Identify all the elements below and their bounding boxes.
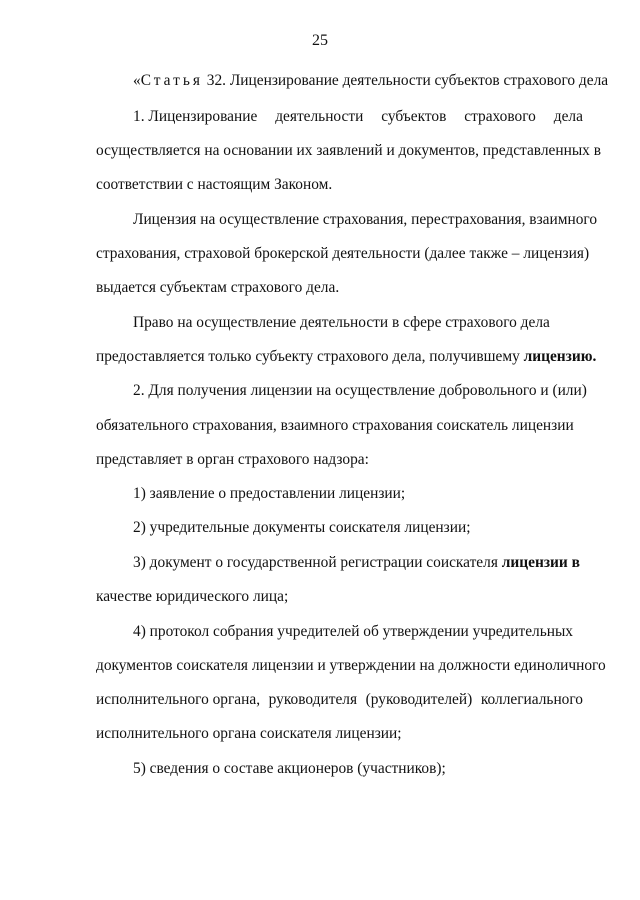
- p1-line1: [133, 107, 583, 127]
- list-item-3-line2: качестве юридического лица;: [96, 588, 289, 605]
- list-item-3-line1: [133, 553, 580, 573]
- article-spaced-word: Статья: [140, 72, 203, 89]
- article-heading: [133, 71, 608, 91]
- p4-line1: 2. Для получения лицензии на осуществление добровольного и (или): [133, 382, 587, 399]
- p3-line2-bold: лицензию.: [523, 348, 597, 365]
- p4-line2: обязательного страхования, взаимного страхования соискатель лицензии: [96, 417, 574, 434]
- item4-word: коллегиального: [480, 691, 583, 708]
- page-number: 25: [312, 32, 328, 49]
- p1-word: субъектов: [381, 108, 447, 125]
- p1-word: 1. Лицензирование: [133, 108, 258, 125]
- article-title: 32. Лицензирование деятельности субъектов страхового дела: [202, 72, 609, 89]
- list-item-4-line2: документов соискателя лицензии и утверждении на должности единоличного: [96, 657, 606, 674]
- p2-line1: Лицензия на осуществление страхования, перестрахования, взаимного: [133, 211, 598, 228]
- p1-line2: осуществляется на основании их заявлений и документов, представленных в: [96, 142, 601, 159]
- item3-bold: лицензии в: [501, 554, 580, 571]
- item4-word: (руководителей): [365, 691, 473, 708]
- list-item-2: 2) учредительные документы соискателя лицензии;: [133, 519, 471, 536]
- list-item-4-line4: исполнительного органа соискателя лицензии;: [96, 725, 402, 742]
- list-item-5: 5) сведения о составе акционеров (участников);: [133, 760, 446, 777]
- p2-line3: выдается субъектам страхового дела.: [96, 279, 340, 296]
- list-item-4-line1: 4) протокол собрания учредителей об утверждении учредительных: [133, 623, 573, 640]
- p1-line3: соответствии с настоящим Законом.: [96, 176, 333, 193]
- article-prefix: «: [133, 72, 141, 89]
- p3-line1: Право на осуществление деятельности в сфере страхового дела: [133, 314, 550, 331]
- item4-word: руководителя: [268, 691, 358, 708]
- p3-line2-text: предоставляется только субъекту страхового дела, получившему: [96, 348, 524, 365]
- p2-line2: страхования, страховой брокерской деятельности (далее также – лицензия): [96, 245, 590, 262]
- list-item-4-line3: [96, 690, 583, 710]
- list-item-1: 1) заявление о предоставлении лицензии;: [133, 485, 406, 502]
- p3-line2: [96, 347, 596, 367]
- p1-word: страхового: [464, 108, 536, 125]
- item3-text: 3) документ о государственной регистрации соискателя: [133, 554, 502, 571]
- p4-line3: представляет в орган страхового надзора:: [96, 451, 369, 468]
- item4-word: исполнительного органа,: [96, 691, 261, 708]
- p1-word: дела: [553, 108, 583, 125]
- p1-word: деятельности: [275, 108, 364, 125]
